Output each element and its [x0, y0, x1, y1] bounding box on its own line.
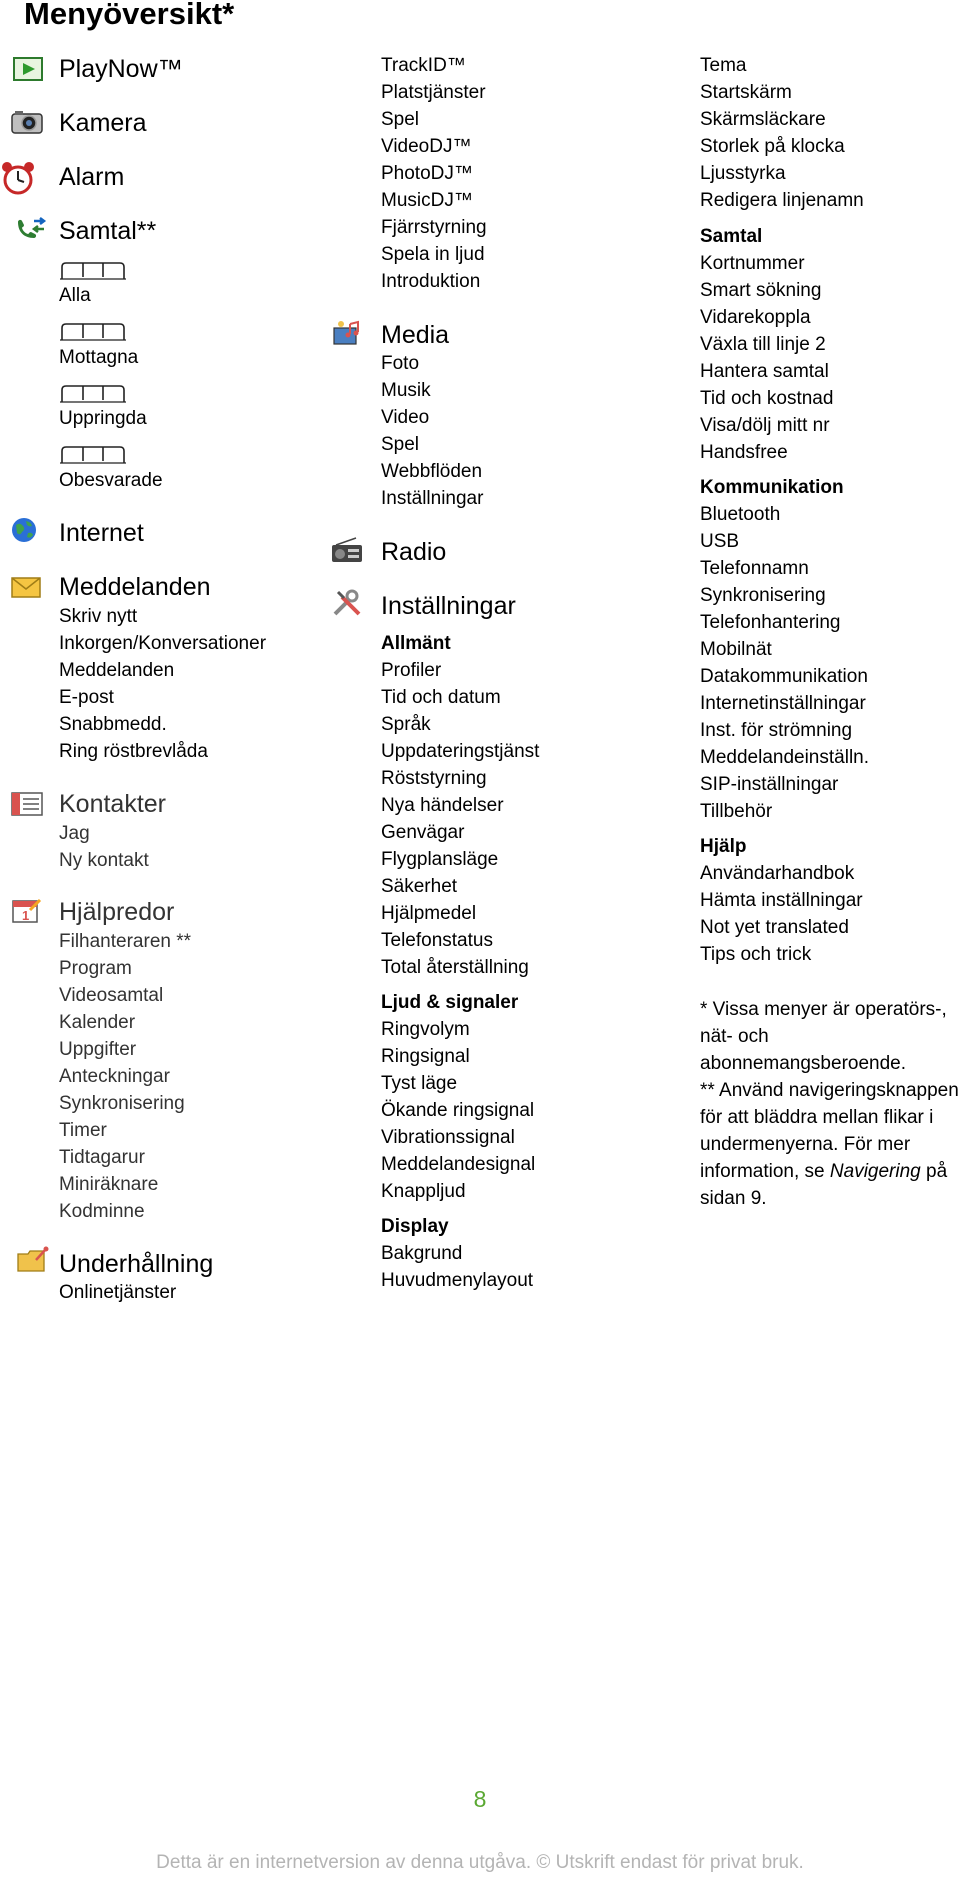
sub-not-yet-translated[interactable]: Not yet translated	[700, 917, 849, 938]
sub-uppdateringstjanst[interactable]: Uppdateringstjänst	[381, 741, 540, 762]
sub-tillbehor[interactable]: Tillbehör	[700, 801, 773, 822]
sub-foto[interactable]: Foto	[381, 353, 420, 374]
menu-underhallning[interactable]: Underhållning	[59, 1250, 214, 1278]
tab-uppringda[interactable]: Uppringda	[59, 408, 147, 429]
sub-inkorgen[interactable]: Inkorgen/Konversationer	[59, 633, 267, 654]
section-hjalp: Hjälp	[700, 836, 747, 857]
sub-spela-in-ljud[interactable]: Spela in ljud	[381, 244, 485, 265]
sub-onlinetjanster[interactable]: Onlinetjänster	[59, 1282, 177, 1303]
footer-disclaimer: Detta är en internetversion av denna utgåva. © Utskrift endast för privat bruk.	[156, 1852, 804, 1873]
menu-alarm[interactable]: Alarm	[59, 163, 125, 191]
menu-media[interactable]: Media	[381, 321, 450, 349]
sub-anvandarhandbok[interactable]: Användarhandbok	[700, 863, 855, 884]
navigering-reference: Navigering	[829, 1161, 921, 1182]
sub-ringsignal[interactable]: Ringsignal	[381, 1046, 470, 1067]
section-allmant: Allmänt	[381, 633, 451, 654]
calls-icon	[14, 216, 48, 244]
alarm-clock-icon	[0, 160, 36, 196]
call-tabs-dialled-icon	[60, 384, 126, 404]
sub-internetinstallningar[interactable]: Internetinställningar	[700, 693, 866, 714]
camera-icon	[10, 108, 44, 136]
sub-sip-installningar[interactable]: SIP-inställningar	[700, 774, 839, 795]
sub-tid-och-kostnad[interactable]: Tid och kostnad	[700, 388, 834, 409]
sub-storlek-pa-klocka[interactable]: Storlek på klocka	[700, 136, 845, 157]
sub-telefonstatus[interactable]: Telefonstatus	[381, 930, 493, 951]
sub-inst-for-stromning[interactable]: Inst. för strömning	[700, 720, 853, 741]
sub-musik[interactable]: Musik	[381, 380, 431, 401]
sub-sakerhet[interactable]: Säkerhet	[381, 876, 458, 897]
footnote-navigation-suffix: på sidan 9.	[700, 1161, 948, 1209]
sub-e-post[interactable]: E-post	[59, 687, 114, 708]
tab-obesvarade[interactable]: Obesvarade	[59, 470, 163, 491]
sub-minir-knare[interactable]: Miniräknare	[59, 1174, 159, 1195]
sub-mobilnat[interactable]: Mobilnät	[700, 639, 772, 660]
sub-timer[interactable]: Timer	[59, 1120, 107, 1141]
sub-videodj[interactable]: VideoDJ™	[381, 136, 472, 157]
sub-kalender[interactable]: Kalender	[59, 1012, 136, 1033]
sub-anteckningar[interactable]: Anteckningar	[59, 1066, 170, 1087]
sub-knappljud[interactable]: Knappljud	[381, 1181, 466, 1202]
sub-vibrationssignal[interactable]: Vibrationssignal	[381, 1127, 515, 1148]
sub-total-aterstallning[interactable]: Total återställning	[381, 957, 529, 978]
sub-redigera-linjenamn[interactable]: Redigera linjenamn	[700, 190, 864, 211]
sub-video[interactable]: Video	[381, 407, 430, 428]
sub-program[interactable]: Program	[59, 958, 132, 979]
sub-handsfree[interactable]: Handsfree	[700, 442, 788, 463]
sub-meddelandesignal[interactable]: Meddelandesignal	[381, 1154, 536, 1175]
section-ljud-signaler: Ljud & signaler	[381, 992, 519, 1013]
sub-startskarm[interactable]: Startskärm	[700, 82, 792, 103]
sub-tidtagarur[interactable]: Tidtagarur	[59, 1147, 145, 1168]
sub-ny-kontakt[interactable]: Ny kontakt	[59, 850, 149, 871]
organizer-calendar-icon	[10, 896, 44, 924]
page-number: 8	[473, 1786, 487, 1812]
entertainment-folder-icon	[16, 1246, 50, 1274]
sub-flygplanslage[interactable]: Flygplansläge	[381, 849, 499, 870]
sub-introduktion[interactable]: Introduktion	[381, 271, 481, 292]
sub-hamta-installningar[interactable]: Hämta inställningar	[700, 890, 863, 911]
sub-datakommunikation[interactable]: Datakommunikation	[700, 666, 868, 687]
sub-skarmslackare[interactable]: Skärmsläckare	[700, 109, 826, 130]
sub-fjarrstyrning[interactable]: Fjärrstyrning	[381, 217, 487, 238]
tab-mottagna[interactable]: Mottagna	[59, 347, 139, 368]
sub-tema[interactable]: Tema	[700, 55, 747, 76]
sub-ljusstyrka[interactable]: Ljusstyrka	[700, 163, 786, 184]
sub-smart-sokning[interactable]: Smart sökning	[700, 280, 822, 301]
sub-roststyrning[interactable]: Röststyrning	[381, 768, 487, 789]
sub-tid-och-datum[interactable]: Tid och datum	[381, 687, 501, 708]
settings-tools-icon	[330, 589, 364, 617]
sub-snabbmedd[interactable]: Snabbmedd.	[59, 714, 167, 735]
sub-photodj[interactable]: PhotoDJ™	[381, 163, 473, 184]
radio-icon	[330, 537, 364, 565]
sub-bluetooth[interactable]: Bluetooth	[700, 504, 781, 525]
sub-hjalpmedel[interactable]: Hjälpmedel	[381, 903, 477, 924]
sub-meddelanden[interactable]: Meddelanden	[59, 660, 175, 681]
sub-jag[interactable]: Jag	[59, 823, 90, 844]
sub-huvudmenylayout[interactable]: Huvudmenylayout	[381, 1270, 534, 1291]
menu-hjalpredor[interactable]: Hjälpredor	[59, 898, 175, 926]
sub-spel[interactable]: Spel	[381, 109, 420, 130]
sub-trackid[interactable]: TrackID™	[381, 55, 466, 76]
sub-filhanteraren[interactable]: Filhanteraren **	[59, 931, 192, 952]
menu-internet[interactable]: Internet	[59, 519, 144, 547]
sub-ringvolym[interactable]: Ringvolym	[381, 1019, 470, 1040]
sub-ring-rostbrevlada[interactable]: Ring röstbrevlåda	[59, 741, 208, 762]
svg-text:1: 1	[22, 908, 30, 923]
call-tabs-all-icon	[60, 261, 126, 281]
sub-sprak[interactable]: Språk	[381, 714, 431, 735]
sub-telefonnamn[interactable]: Telefonnamn	[700, 558, 809, 579]
sub-videosamtal[interactable]: Videosamtal	[59, 985, 164, 1006]
sub-vidarekoppla[interactable]: Vidarekoppla	[700, 307, 811, 328]
sub-tyst-lage[interactable]: Tyst läge	[381, 1073, 458, 1094]
menu-playnow[interactable]: PlayNow™	[59, 55, 183, 83]
menu-samtal[interactable]: Samtal**	[59, 217, 157, 245]
section-display: Display	[381, 1216, 449, 1237]
sub-tips-och-trick[interactable]: Tips och trick	[700, 944, 812, 965]
sub-skriv-nytt[interactable]: Skriv nytt	[59, 606, 138, 627]
menu-kontakter[interactable]: Kontakter	[59, 790, 167, 818]
sub-platstjanster[interactable]: Platstjänster	[381, 82, 486, 103]
call-tabs-missed-icon	[60, 445, 126, 465]
tab-alla[interactable]: Alla	[59, 285, 91, 306]
sub-bakgrund[interactable]: Bakgrund	[381, 1243, 463, 1264]
envelope-icon	[10, 574, 44, 602]
sub-uppgifter[interactable]: Uppgifter	[59, 1039, 137, 1060]
sub-media-installningar[interactable]: Inställningar	[381, 488, 484, 509]
menu-meddelanden[interactable]: Meddelanden	[59, 573, 211, 601]
menu-kamera[interactable]: Kamera	[59, 109, 147, 137]
media-icon	[330, 320, 364, 348]
sub-meddelandeinstalln[interactable]: Meddelandeinställn.	[700, 747, 870, 768]
footnote-navigation	[700, 1077, 960, 1212]
sub-media-spel[interactable]: Spel	[381, 434, 420, 455]
sub-kom-synkronisering[interactable]: Synkronisering	[700, 585, 826, 606]
footnote-operator: * Vissa menyer är operatörs-, nät- och abonnemangsberoende.	[700, 999, 947, 1074]
page-title: Menyöversikt*	[24, 0, 235, 31]
sub-okande-ringsignal[interactable]: Ökande ringsignal	[381, 1100, 535, 1121]
sub-usb[interactable]: USB	[700, 531, 740, 552]
sub-profiler[interactable]: Profiler	[381, 660, 442, 681]
menu-installningar[interactable]: Inställningar	[381, 592, 516, 620]
sub-kortnummer[interactable]: Kortnummer	[700, 253, 805, 274]
call-tabs-received-icon	[60, 322, 126, 342]
sub-kodminne[interactable]: Kodminne	[59, 1201, 145, 1222]
sub-vaxla-till-linje-2[interactable]: Växla till linje 2	[700, 334, 826, 355]
footnote-navigation-text: ** Använd navigeringsknappen för att bläddra mellan flikar i undermenyerna. För mer information, se	[700, 1080, 959, 1182]
sub-synkronisering[interactable]: Synkronisering	[59, 1093, 185, 1114]
contacts-book-icon	[10, 790, 44, 818]
menu-radio[interactable]: Radio	[381, 538, 447, 566]
sub-telefonhantering[interactable]: Telefonhantering	[700, 612, 841, 633]
globe-icon	[10, 516, 44, 544]
section-kommunikation: Kommunikation	[700, 477, 844, 498]
sub-hantera-samtal[interactable]: Hantera samtal	[700, 361, 829, 382]
sub-visa-dolj-mitt-nr[interactable]: Visa/dölj mitt nr	[700, 415, 830, 436]
sub-genvagar[interactable]: Genvägar	[381, 822, 465, 843]
sub-nya-handelser[interactable]: Nya händelser	[381, 795, 504, 816]
playnow-icon	[12, 55, 46, 83]
sub-webbfloden[interactable]: Webbflöden	[381, 461, 483, 482]
sub-musicdj[interactable]: MusicDJ™	[381, 190, 473, 211]
section-samtal: Samtal	[700, 226, 763, 247]
